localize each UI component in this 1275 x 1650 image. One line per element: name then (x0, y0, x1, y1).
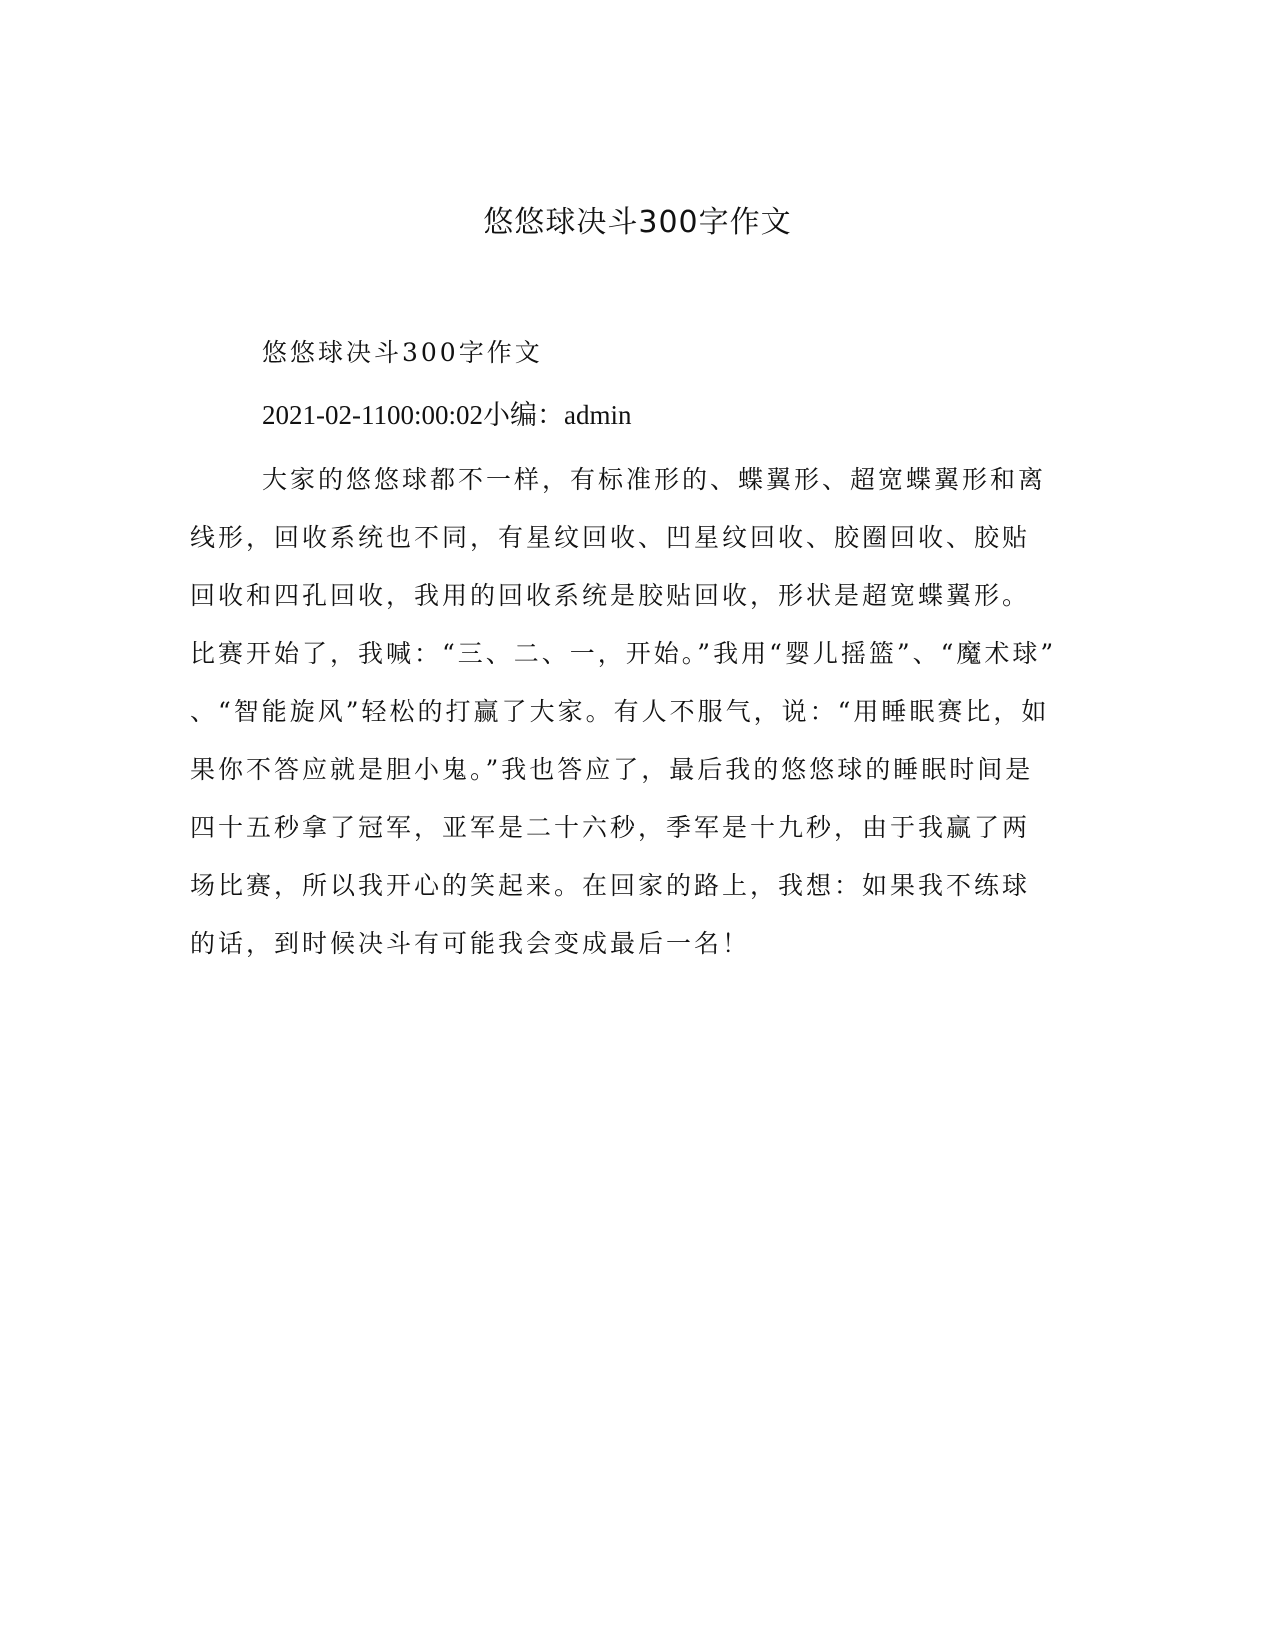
document-content (190, 335, 1070, 973)
document-title: 悠悠球决斗300字作文 (483, 205, 792, 240)
essay-line: 大家的悠悠球都不一样，有标准形的、蝶翼形、超宽蝶翼形和离 (262, 465, 1047, 494)
essay-line: 果你不答应就是胆小鬼。”我也答应了，最后我的悠悠球的睡眠时间是 (190, 755, 1034, 784)
essay-line: 回收和四孔回收，我用的回收系统是胶贴回收，形状是超宽蝶翼形。 (190, 581, 1031, 610)
essay-line: 比赛开始了，我喊：“三、二、一，开始。”我用“婴儿摇篮”、“魔术球” (190, 639, 1057, 668)
document-meta: 2021-02-1100:00:02小编：admin (262, 400, 632, 430)
essay-paragraph (190, 451, 1070, 973)
essay-line: 线形，回收系统也不同，有星纹回收、凹星纹回收、胶圈回收、胶贴 (190, 523, 1031, 552)
essay-line: 的话，到时候决斗有可能我会变成最后一名！ (190, 929, 751, 958)
essay-line: 、“智能旋风”轻松的打赢了大家。有人不服气，说：“用睡眠赛比，如 (190, 697, 1050, 726)
essay-line: 四十五秒拿了冠军，亚军是二十六秒，季军是十九秒，由于我赢了两 (190, 813, 1031, 842)
essay-line: 场比赛，所以我开心的笑起来。在回家的路上，我想：如果我不练球 (190, 871, 1031, 900)
document-subtitle: 悠悠球决斗300字作文 (262, 338, 543, 367)
